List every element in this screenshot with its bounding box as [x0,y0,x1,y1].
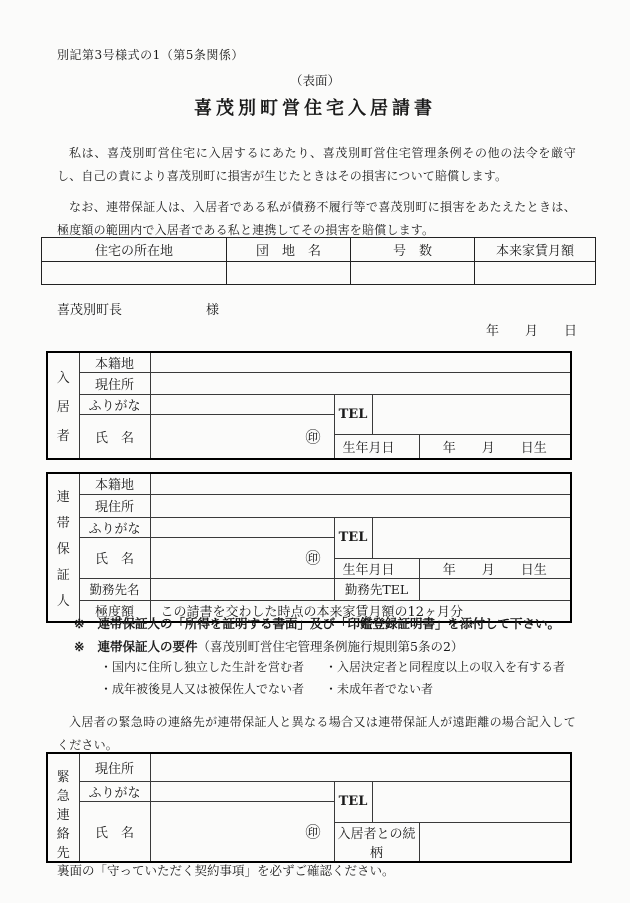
note-attachment: ※ 連帯保証人の「所得を証明する書面」及び「印鑑登録証明書」を添付して下さい。 [74,616,560,631]
emergency-intro: 入居者の緊急時の連絡先が連帯保証人と異なる場合又は連帯保証人が遠距離の場合記入してください。 [57,715,576,752]
tenant-birth-label: 生年月日 [334,435,419,459]
tenant-honseki-field [150,352,571,373]
emergency-furigana-label: ふりがな [79,781,150,801]
guarantor-table [46,472,572,623]
guarantor-honseki-field [150,473,571,494]
tenant-genjusho-field [150,373,571,395]
guarantor-paragraph: なお、連帯保証人は、入居者である私が債務不履行等で喜茂別町に損害をあたえたときは、極度額の範囲内で入居者である私と連携してその損害を賠償します。 [57,200,576,237]
tenant-vertical-label: 入 居 者 [47,352,79,459]
tenant-name-label: 氏 名 [79,415,150,459]
emergency-name-field [150,801,334,862]
emergency-relation-label: 入居者との続柄 [334,822,419,862]
housing-table [41,237,596,285]
bullet-row: ・国内に住所し独立した生計を営む者 ・入居決定者と同程度以上の収入を有する者 [100,660,566,674]
housing-col-danchi: 団 地 名 [227,238,351,262]
guarantor-birth-label: 生年月日 [334,558,419,578]
guarantor-tel-label: TEL [334,517,372,558]
form-number: 別記第3号様式の1（第5条関係） [57,48,244,62]
footer-note: 裏面の「守っていただく契約事項」を必ずご確認ください。 [57,863,395,878]
guarantor-genjusho-label: 現住所 [79,494,150,517]
honorific: 様 [206,303,220,318]
housing-col-rent: 本来家賃月額 [475,238,596,262]
tenant-table [46,351,572,460]
guarantor-furigana-label: ふりがな [79,517,150,537]
tenant-birth-value: 年 月 日生 [419,435,571,459]
seal-icon: ㊞ [305,427,321,446]
housing-danchi-field [227,262,351,285]
housing-rent-field [475,262,596,285]
side-label: （表面） [289,73,340,88]
tenant-genjusho-label: 現住所 [79,373,150,395]
housing-col-location: 住宅の所在地 [42,238,227,262]
emergency-tel-field [372,781,571,822]
guarantor-genjusho-field [150,494,571,517]
tenant-tel-label: TEL [334,395,372,435]
tenant-furigana-field [150,395,334,415]
guarantor-workplace-field [150,578,334,600]
housing-col-number: 号 数 [351,238,475,262]
guarantor-vertical-label: 連 帯 保 証 人 [47,473,79,622]
date-line: 年 月 日 [486,324,578,339]
tenant-furigana-label: ふりがな [79,395,150,415]
guarantor-workplace-tel-field [419,578,571,600]
tenant-tel-field [372,395,571,435]
guarantor-tel-field [372,517,571,558]
guarantor-workplace-tel-label: 勤務先TEL [334,578,419,600]
note-marker: ※ [74,639,85,654]
housing-number-field [351,262,475,285]
note-requirements: ※ 連帯保証人の要件（喜茂別町営住宅管理条例施行規則第5条の2） [74,639,464,654]
emergency-furigana-field [150,781,334,801]
guarantor-limit-label: 極度額 [79,600,150,622]
page-title: 喜茂別町営住宅入居請書 [194,98,436,119]
guarantor-furigana-field [150,517,334,537]
emergency-tel-label: TEL [334,781,372,822]
emergency-relation-field [419,822,571,862]
seal-icon: ㊞ [305,549,321,567]
guarantor-birth-value: 年 月 日生 [419,558,571,578]
guarantor-limit-value: この請書を交わした時点の本来家賃月額の12ヶ月分 [150,600,571,622]
guarantor-honseki-label: 本籍地 [79,473,150,494]
addressee-line [57,299,219,318]
emergency-name-label: 氏 名 [79,801,150,862]
oath-paragraph: 私は、喜茂別町営住宅に入居するにあたり、喜茂別町営住宅管理条例その他の法令を厳守し、自己の責により喜茂別町に損害が生じたときはその損害について賠償します。 [57,146,576,183]
requirement-bullets [100,656,565,700]
emergency-table [46,752,572,863]
note-marker: ※ [74,616,85,631]
tenant-name-field [150,415,334,459]
bullet-row: ・成年被後見人又は被保佐人でない者 ・未成年者でない者 [100,682,434,696]
mayor-name: 喜茂別町長 [57,303,123,318]
emergency-vertical-label: 緊 急 連 絡 先 [47,753,79,862]
guarantor-name-label: 氏 名 [79,537,150,578]
guarantor-name-field [150,537,334,578]
guarantor-workplace-label: 勤務先名 [79,578,150,600]
emergency-genjusho-label: 現住所 [79,753,150,781]
housing-location-field [42,262,227,285]
tenant-honseki-label: 本籍地 [79,352,150,373]
seal-icon: ㊞ [305,822,321,841]
emergency-genjusho-field [150,753,571,781]
